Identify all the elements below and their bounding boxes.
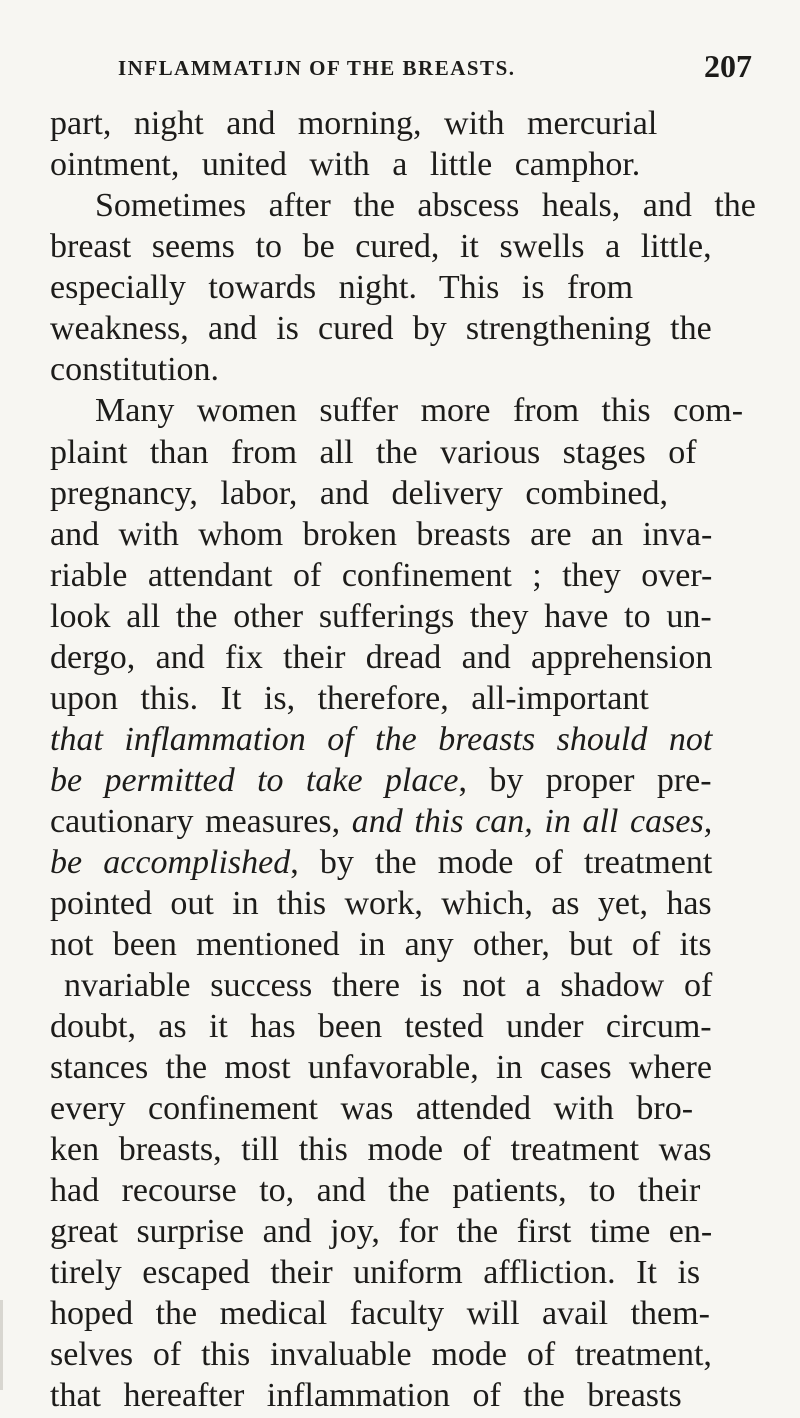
text-line [50, 677, 649, 721]
text-segment: not been mentioned in any other, but of its [50, 926, 712, 963]
text-line [50, 759, 712, 803]
text-line [50, 102, 657, 146]
text-segment: weakness, and is cured by strengthening the [50, 310, 712, 347]
text-segment: had recourse to, and the patients, to their [50, 1172, 701, 1209]
text-line [50, 1128, 712, 1172]
running-head: INFLAMMATIJN OF THE BREASTS. [118, 56, 516, 80]
text-line [50, 636, 712, 680]
text-segment: , by the mode of treatment [290, 844, 713, 881]
text-segment: look all the other sufferings they have to un- [50, 598, 712, 635]
text-line [95, 389, 743, 433]
text-segment: constitution. [50, 351, 220, 388]
text-segment: , by proper pre- [458, 762, 712, 799]
italic-text-segment: be accomplished [50, 844, 291, 881]
text-line [50, 143, 640, 187]
text-segment: ointment, united with a little camphor. [50, 146, 641, 183]
text-line [50, 595, 712, 639]
text-line [50, 841, 712, 885]
text-line [50, 554, 712, 598]
text-line [50, 1087, 693, 1131]
text-segment: every confinement was attended with bro- [50, 1090, 694, 1127]
text-segment: breast seems to be cured, it swells a little, [50, 228, 712, 265]
text-segment: stances the most unfavorable, in cases where [50, 1049, 712, 1086]
text-line [50, 1251, 700, 1295]
text-line [50, 718, 712, 762]
text-segment: part, night and morning, with mercurial [50, 105, 658, 142]
text-line [50, 1333, 712, 1377]
text-line [50, 307, 712, 351]
text-segment: plaint than from all the various stages of [50, 434, 697, 471]
text-line [50, 800, 712, 844]
text-segment: ken breasts, till this mode of treatment was [50, 1131, 712, 1168]
text-line [50, 266, 633, 310]
text-segment: tirely escaped their uniform affliction. It is [50, 1254, 701, 1291]
text-line [50, 1374, 682, 1418]
text-line [50, 1210, 712, 1254]
text-line [50, 472, 668, 516]
italic-text-segment: that inflammation of the breasts should not [50, 721, 713, 758]
text-segment: Sometimes after the abscess heals, and the [95, 187, 756, 224]
text-segment: Many women suffer more from this com- [95, 392, 744, 429]
text-line [50, 1005, 712, 1049]
text-line [50, 225, 712, 269]
text-segment: cautionary measures, [50, 803, 352, 840]
text-segment: selves of this invaluable mode of treatment, [50, 1336, 712, 1373]
text-line [50, 1292, 710, 1336]
text-line [50, 431, 697, 475]
text-line [50, 882, 712, 926]
text-segment: nvariable success there is not a shadow of [64, 967, 713, 1004]
text-line [50, 348, 219, 392]
page-number: 207 [704, 48, 752, 84]
text-segment: great surprise and joy, for the first time en- [50, 1213, 713, 1250]
text-line [50, 1046, 712, 1090]
text-line [64, 964, 712, 1008]
text-segment: dergo, and fix their dread and apprehension [50, 639, 713, 676]
text-segment: hoped the medical faculty will avail them- [50, 1295, 710, 1332]
text-line [50, 1169, 700, 1213]
text-segment: pointed out in this work, which, as yet, has [50, 885, 712, 922]
text-segment: and with whom broken breasts are an inva- [50, 516, 713, 553]
text-line [50, 923, 712, 967]
page-edge-mark [0, 1300, 3, 1390]
text-segment: especially towards night. This is from [50, 269, 634, 306]
text-segment: doubt, as it has been tested under circum- [50, 1008, 712, 1045]
text-line [95, 184, 756, 228]
text-segment: riable attendant of confinement ; they over- [50, 557, 713, 594]
italic-text-segment: be permitted to take place [50, 762, 459, 799]
text-segment: upon this. It is, therefore, all-important [50, 680, 649, 717]
text-segment: pregnancy, labor, and delivery combined, [50, 475, 668, 512]
italic-text-segment: and this can, in all cases, [351, 803, 713, 840]
text-segment: that hereafter inflammation of the breasts [50, 1377, 682, 1414]
text-line [50, 513, 712, 557]
